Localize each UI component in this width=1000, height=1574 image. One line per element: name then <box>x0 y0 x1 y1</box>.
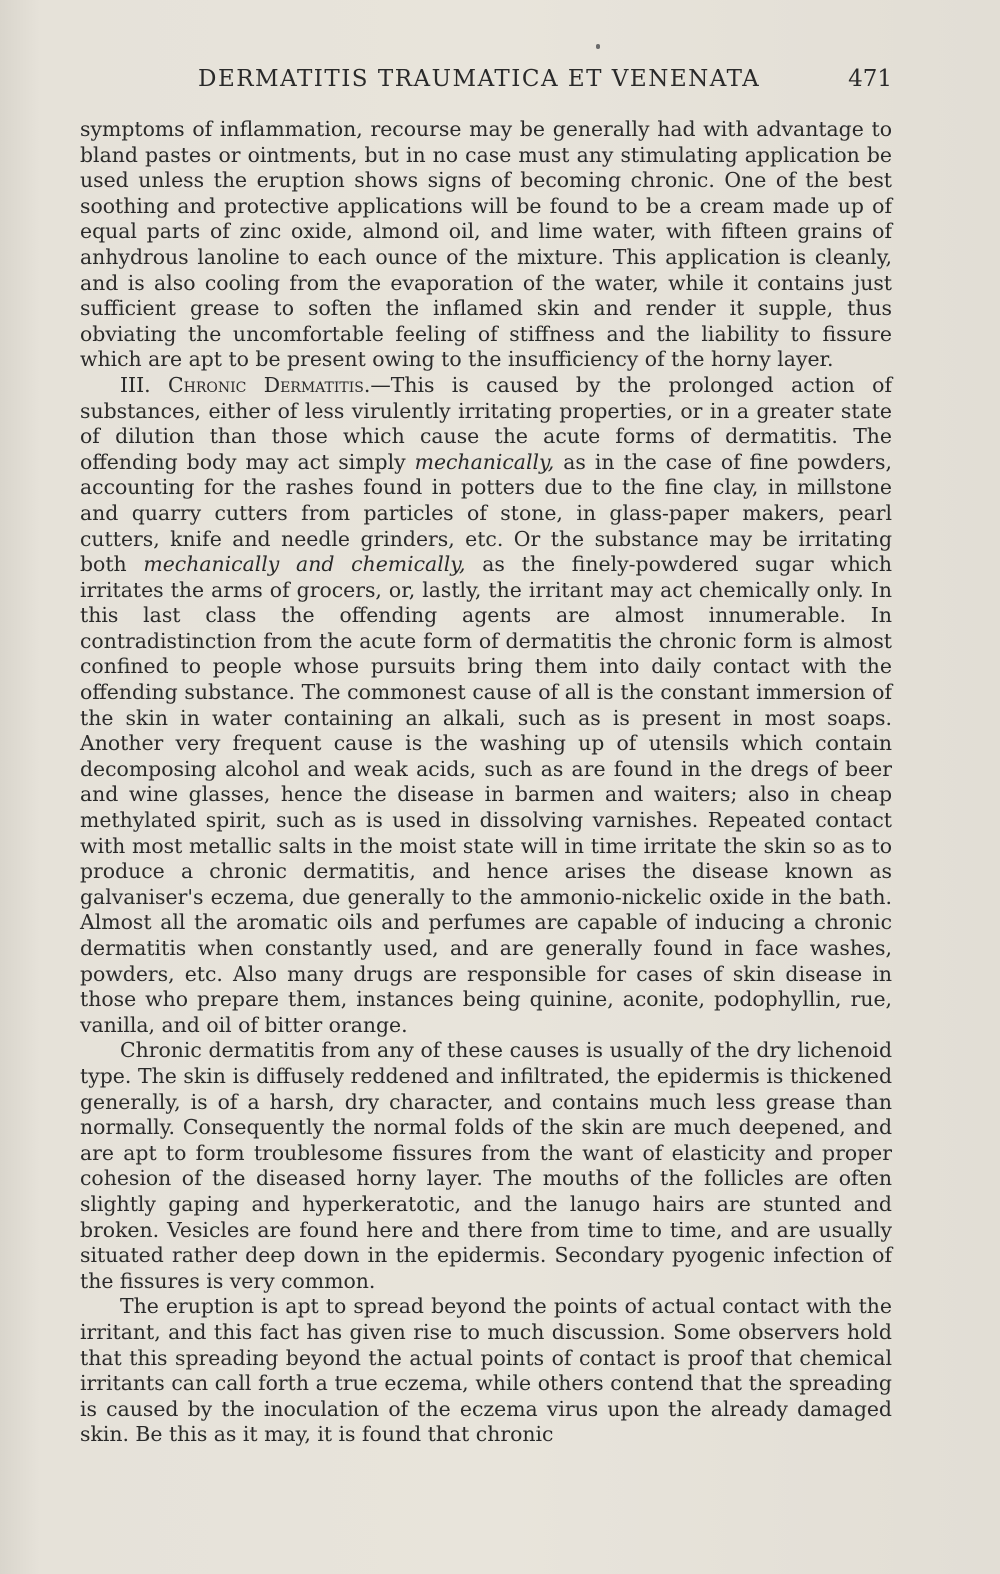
paragraph-1: symptoms of inflammation, recourse may be generally had with advantage to bland pastes or ointments, but in no case must any stimulating application be used unless the eruption shows signs of becoming chronic. One of the best soothing and protective applications will be found to be a cream made up of equal parts of zinc oxide, almond oil, and lime water, with fifteen grains of anhydrous lanoline to each ounce of the mixture. This application is cleanly, and is also cooling from the evaporation of the water, while it contains just sufficient grease to soften the inflamed skin and render it supple, thus obviating the uncomfortable feeling of stiffness and the liability to fissure which are apt to be present owing to the insufficiency of the horny layer. <box>80 117 892 372</box>
running-head <box>80 66 892 102</box>
paragraph-3: Chronic dermatitis from any of these causes is usually of the dry lichenoid type. The skin is diffusely reddened and infiltrated, the epidermis is thickened generally, is of a harsh, dry character, and contains much less grease than normally. Consequently the normal folds of the skin are much deepened, and are apt to form troublesome fissures from the want of elasticity and proper cohesion of the diseased horny layer. The mouths of the follicles are often slightly gaping and hyperkeratotic, and the lanugo hairs are stunted and broken. Vesicles are found here and there from time to time, and are usually situated rather deep down in the epidermis. Secondary pyogenic infection of the fissures is very common. <box>80 1038 892 1293</box>
section-heading: Chronic Dermatitis. <box>168 372 371 397</box>
paragraph-4: The eruption is apt to spread beyond the points of actual contact with the irritant, and this fact has given rise to much discussion. Some observers hold that this spreading beyond the actual points of contact is proof that chemical irritants can call forth a true eczema, while others contend that the spreading is caused by the inoculation of the eczema virus upon the already damaged skin. Be this as it may, it is found that chronic <box>80 1294 892 1447</box>
body-text <box>80 117 892 1448</box>
section-numeral: III. <box>120 372 169 397</box>
paragraph-2-text-c: as the finely-powdered sugar which irritates the arms of grocers, or, lastly, the irritant may act chemically only. In this last class the offending agents are almost innumerable. In contradistinction from the acute form of dermatitis the chronic form is almost confined to people whose pursuits bring them into daily contact with the offending substance. The commonest cause of all is the constant immersion of the skin in water containing an alkali, such as is present in most soaps. Another very frequent cause is the washing up of utensils which contain decomposing alcohol and weak acids, such as are found in the dregs of beer and wine glasses, hence the disease in barmen and waiters; also in cheap methylated spirit, such as is used in dissolving varnishes. Repeated contact with most metallic salts in the moist state will in time irritate the skin so as to produce a chronic dermatitis, and hence arises the disease known as galvaniser's eczema, due generally to the ammonio-nickelic oxide in the bath. Almost all the aromatic oils and perfumes are capable of inducing a chronic dermatitis when constantly used, and are generally found in face washes, powders, etc. Also many drugs are responsible for cases of skin disease in those who prepare them, instances being quinine, aconite, podophyllin, rue, vanilla, and oil of bitter orange. <box>80 552 892 1037</box>
page-number: 471 <box>848 66 892 92</box>
paragraph-2-text-b: as in the case of fine powders, accounting for the rashes found in potters due to the fine clay, in millstone and quarry cutters from particles of stone, in glass-paper makers, pearl cutters, knife and needle grinders, etc. Or the substance may be irritating both <box>80 449 892 577</box>
paragraph-2-text-a: —This is caused by the prolonged action of substances, either of less virulently irritating properties, or in a greater state of dilution than those which cause the acute forms of dermatitis. The offending body may act simply <box>80 372 892 474</box>
italic-mechanically: mechanically, <box>414 449 555 474</box>
running-title: DERMATITIS TRAUMATICA ET VENENATA <box>198 66 761 92</box>
italic-mechanically-chemically: mechanically and chemically, <box>143 552 466 577</box>
ink-speck <box>596 44 600 49</box>
paragraph-2 <box>80 373 892 1038</box>
